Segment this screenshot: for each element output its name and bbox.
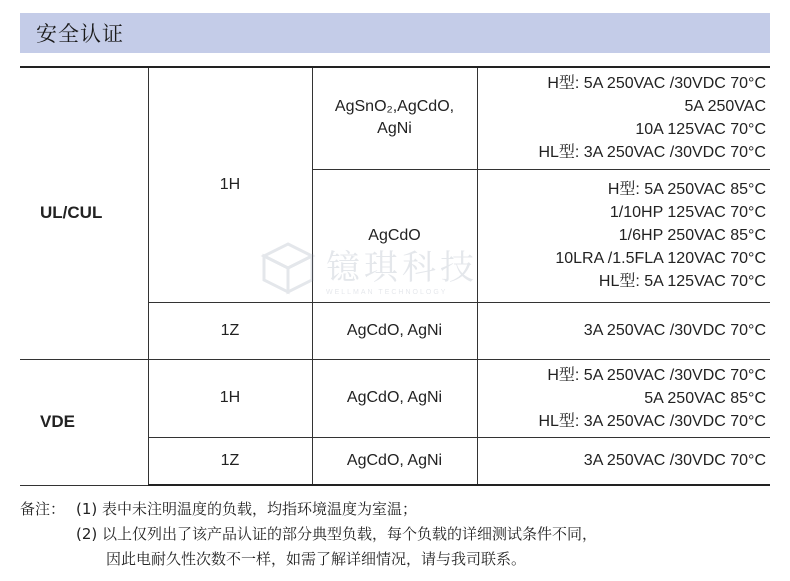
contact-material-cell [312, 437, 477, 485]
contact-material-cell [312, 359, 477, 437]
rating-line: 1/6HP 250VAC 85°C [618, 227, 766, 244]
rating-line: 5A 250VAC 85°C [644, 389, 766, 407]
certification-table [20, 66, 770, 486]
contact-form-cell: 1Z [148, 437, 312, 485]
rating-line: H型: 5A 250VAC /30VDC 70°C [547, 75, 766, 93]
rating-line: HL型: 3A 250VAC /30VDC 70°C [538, 144, 766, 162]
rating-cell [477, 302, 770, 359]
section-title: 安全认证 [36, 22, 124, 46]
rating-line: HL型: 5A 125VAC 70°C [598, 273, 766, 290]
section-header [20, 13, 770, 53]
material-line: AgSnO₂,AgCdO, [334, 98, 455, 116]
contact-form-cell: 1H [148, 67, 312, 302]
cert-name-cell: UL/CUL [20, 67, 148, 359]
material-line: AgCdO [368, 226, 421, 244]
table-row [20, 67, 770, 169]
rating-line: 1/10HP 125VAC 70°C [609, 204, 766, 221]
material-line: AgNi [377, 120, 412, 138]
notes [20, 497, 780, 572]
rating-line: 10A 125VAC 70°C [635, 121, 766, 139]
material-line: AgCdO, AgNi [346, 389, 443, 406]
table-row [20, 359, 770, 437]
rating-cell [477, 359, 770, 437]
material-line: AgCdO, AgNi [346, 451, 443, 469]
contact-form-cell: 1Z [148, 302, 312, 359]
rating-cell [477, 437, 770, 485]
note-item: 因此电耐久性次数不一样，如需了解详细情况，请与我司联系。 [106, 550, 527, 568]
note-item: (1) 表中未注明温度的负载，均指环境温度为室温； [76, 500, 418, 518]
rating-line: H型: 5A 250VAC /30VDC 70°C [547, 366, 766, 384]
contact-material-cell [312, 302, 477, 359]
rating-line: 10LRA /1.5FLA 120VAC 70°C [555, 250, 766, 267]
notes-label: 备注： [20, 500, 66, 518]
rating-cell [477, 169, 770, 302]
contact-form-cell: 1H [148, 359, 312, 437]
cert-name-cell: VDE [20, 359, 148, 485]
watermark-en: WELLMAN TECHNOLOGY [326, 289, 448, 296]
note-item: (2) 以上仅列出了该产品认证的部分典型负载，每个负载的详细测试条件不同， [76, 525, 598, 543]
rating-line: 3A 250VAC /30VDC 70°C [583, 322, 766, 339]
contact-material-cell [312, 169, 477, 302]
rating-line: 5A 250VAC [684, 98, 766, 116]
rating-line: 3A 250VAC /30VDC 70°C [583, 452, 766, 470]
rating-line: HL型: 3A 250VAC /30VDC 70°C [538, 412, 766, 430]
watermark-cn: 镱琪科技 [326, 248, 478, 288]
rating-cell [477, 67, 770, 169]
rating-line: H型: 5A 250VAC 85°C [607, 181, 766, 198]
material-line: AgCdO, AgNi [346, 321, 443, 339]
contact-material-cell [312, 67, 477, 169]
